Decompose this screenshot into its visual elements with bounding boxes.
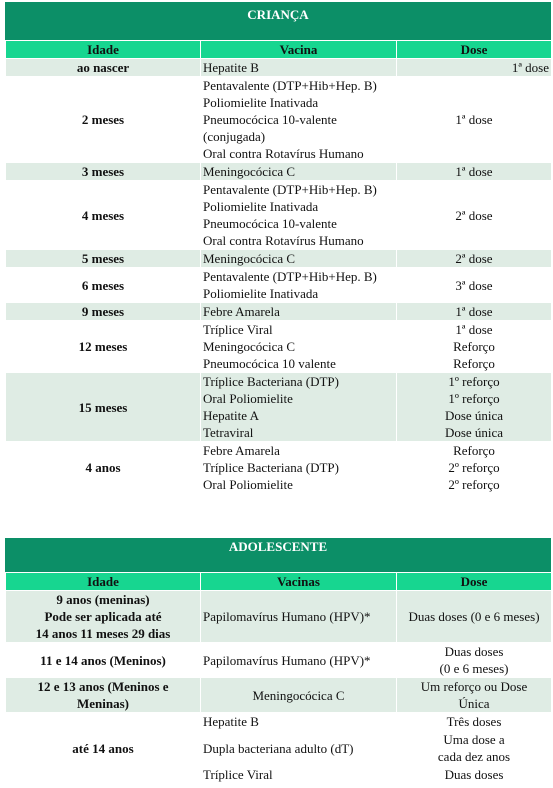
age-cell: 15 meses <box>6 373 201 442</box>
table-row <box>6 713 552 731</box>
age-line: 12 e 13 anos (Meninos e <box>37 679 169 694</box>
table-row <box>6 163 552 181</box>
vaccine-name: Meningocócica C <box>203 339 296 354</box>
vaccine-cell <box>201 77 397 163</box>
vaccine-cell <box>201 321 397 373</box>
vaccine-name: Hepatite B <box>203 60 259 75</box>
vaccine-name: Febre Amarela <box>203 304 280 319</box>
dose-cell <box>397 373 552 442</box>
age-cell <box>6 713 201 784</box>
dose-cell: 1ª dose <box>397 59 552 77</box>
dose-cell: 3ª dose <box>397 268 552 303</box>
age-line: até 14 anos <box>72 740 134 756</box>
age-cell: 4 anos <box>6 442 201 494</box>
age-line: Pode ser aplicada até <box>44 609 162 624</box>
vaccine-name: Oral contra Rotavírus Humano <box>203 233 364 248</box>
col-header-idade: Idade <box>6 41 201 59</box>
table-row <box>6 643 552 678</box>
dose-value: 1º reforço <box>448 391 500 406</box>
col-header-dose: Dose <box>397 41 552 59</box>
age-cell: 9 meses <box>6 303 201 321</box>
table-row <box>6 181 552 250</box>
crianca-header-row <box>6 41 552 59</box>
table-row <box>6 250 552 268</box>
vaccine-cell <box>201 303 397 321</box>
vaccine-name: Pneumocócica 10-valente (conjugada) <box>203 112 337 144</box>
crianca-table <box>5 40 552 494</box>
dose-value: cada dez anos <box>437 749 511 764</box>
age-line: 11 e 14 anos (Meninos) <box>40 652 166 668</box>
adolescente-table <box>5 572 552 784</box>
dose-cell <box>397 678 552 713</box>
crianca-title: CRIANÇA <box>247 7 309 22</box>
dose-value: 1ª dose <box>455 322 493 337</box>
dose-value: Reforço <box>453 443 495 458</box>
dose-value: 2º reforço <box>448 477 500 492</box>
col-header-vacina: Vacina <box>201 41 397 59</box>
dose-cell <box>397 591 552 643</box>
dose-value: Duas doses <box>444 644 504 659</box>
table-row <box>6 303 552 321</box>
dose-value: Reforço <box>453 356 495 371</box>
vaccine-name: Tríplice Bacteriana (DTP) <box>203 460 339 475</box>
vaccine-cell <box>201 373 397 442</box>
vaccine-name: Pentavalente (DTP+Hib+Hep. B) <box>203 78 377 93</box>
vaccine-cell <box>201 163 397 181</box>
vaccine-name: Tríplice Viral <box>203 322 273 337</box>
table-row <box>6 678 552 713</box>
vaccine-name: Pneumocócica 10 valente <box>203 356 336 371</box>
vaccine-name: Oral Poliomielite <box>203 391 293 406</box>
dose-cell: 1ª dose <box>397 163 552 181</box>
dose-value: Dose única <box>444 425 504 440</box>
vaccine-name: Hepatite A <box>203 408 259 423</box>
table-row <box>6 59 552 77</box>
age-cell <box>6 643 201 678</box>
col-header-vacinas: Vacinas <box>201 573 397 591</box>
vaccine-name: Meningocócica C <box>203 251 296 266</box>
dose-cell <box>397 731 552 766</box>
vaccine-cell: Papilomavírus Humano (HPV)* <box>201 643 397 678</box>
table-row <box>6 442 552 494</box>
vaccine-cell: Tríplice Viral <box>201 766 397 784</box>
dose-cell <box>397 442 552 494</box>
dose-cell <box>397 713 552 731</box>
age-cell <box>6 678 201 713</box>
age-cell: 6 meses <box>6 268 201 303</box>
table-row <box>6 268 552 303</box>
vaccine-cell <box>201 59 397 77</box>
dose-cell: 1ª dose <box>397 77 552 163</box>
crianca-banner <box>5 2 551 40</box>
vaccine-name: Oral contra Rotavírus Humano <box>203 146 364 161</box>
dose-value: Duas doses (0 e 6 meses) <box>408 609 540 624</box>
table-row <box>6 591 552 643</box>
table-row <box>6 373 552 442</box>
age-cell: ao nascer <box>6 59 201 77</box>
dose-cell: 2ª dose <box>397 181 552 250</box>
vaccine-name: Meningocócica C <box>203 164 296 179</box>
dose-value: Uma dose a <box>443 732 505 747</box>
age-cell: 2 meses <box>6 77 201 163</box>
dose-value: (0 e 6 meses) <box>439 661 509 676</box>
vaccine-name: Poliomielite Inativada <box>203 286 319 301</box>
vaccine-name: Poliomielite Inativada <box>203 199 319 214</box>
vaccine-name: Poliomielite Inativada <box>203 95 319 110</box>
vaccine-name: Tríplice Bacteriana (DTP) <box>203 374 339 389</box>
dose-value: Única <box>458 696 490 711</box>
vaccine-name: Pentavalente (DTP+Hib+Hep. B) <box>203 269 377 284</box>
dose-cell <box>397 643 552 678</box>
vaccine-cell: Dupla bacteriana adulto (dT) <box>201 731 397 766</box>
dose-cell <box>397 321 552 373</box>
table-row <box>6 77 552 163</box>
dose-cell <box>397 766 552 784</box>
dose-cell: 2ª dose <box>397 250 552 268</box>
vaccine-cell: Papilomavírus Humano (HPV)* <box>201 591 397 643</box>
vaccine-cell: Hepatite B <box>201 713 397 731</box>
vaccine-cell: Meningocócica C <box>201 678 397 713</box>
adolescente-banner <box>5 538 551 573</box>
age-cell <box>6 591 201 643</box>
age-line: 9 anos (meninas) <box>56 592 150 607</box>
vaccine-name: Pneumocócica 10-valente <box>203 216 337 231</box>
dose-cell: 1ª dose <box>397 303 552 321</box>
age-line: Meninas) <box>77 696 129 711</box>
adolescente-title: ADOLESCENTE <box>228 539 328 554</box>
age-cell: 4 meses <box>6 181 201 250</box>
vaccine-name: Febre Amarela <box>203 443 280 458</box>
vaccine-cell <box>201 442 397 494</box>
vaccine-name: Oral Poliomielite <box>203 477 293 492</box>
dose-value: Três doses <box>446 714 502 729</box>
dose-value: Um reforço ou Dose <box>420 679 528 694</box>
age-line: 14 anos 11 meses 29 dias <box>35 626 171 641</box>
col-header-dose: Dose <box>397 573 552 591</box>
vaccine-cell <box>201 268 397 303</box>
dose-value: Reforço <box>453 339 495 354</box>
vaccine-name: Tetraviral <box>203 425 254 440</box>
age-cell: 5 meses <box>6 250 201 268</box>
dose-value: 1º reforço <box>448 374 500 389</box>
age-cell: 3 meses <box>6 163 201 181</box>
table-row <box>6 321 552 373</box>
vaccine-cell <box>201 250 397 268</box>
vaccine-cell <box>201 181 397 250</box>
adolescente-header-row <box>6 573 552 591</box>
dose-value: 2º reforço <box>448 460 500 475</box>
dose-value: Dose única <box>444 408 504 423</box>
col-header-idade: Idade <box>6 573 201 591</box>
age-cell: 12 meses <box>6 321 201 373</box>
dose-value: Duas doses <box>444 767 504 782</box>
vaccine-name: Pentavalente (DTP+Hib+Hep. B) <box>203 182 377 197</box>
